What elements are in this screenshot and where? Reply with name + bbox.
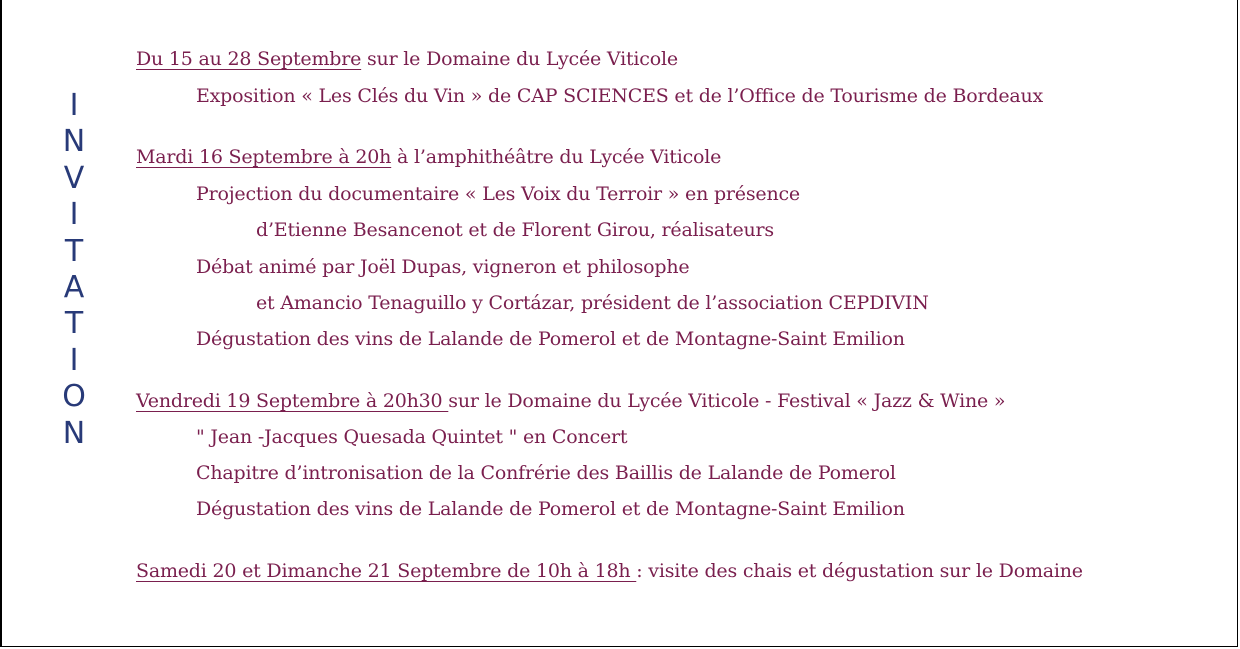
invitation-vertical-title [52,88,96,452]
event-detail: " Jean -Jacques Quesada Quintet " en Concert [196,426,628,448]
title-letter: T [64,306,84,342]
title-letter: T [64,233,84,269]
event-heading-weekend [136,560,1083,582]
title-letter: O [62,379,86,415]
event-detail: d’Etienne Besancenot et de Florent Girou, réalisateurs [256,219,774,241]
event-detail: Chapitre d’intronisation de la Confrérie des Baillis de Lalande de Pomerol [196,462,896,484]
title-letter: I [69,342,79,378]
event-venue: : visite des chais et dégustation sur le Domaine [636,560,1083,582]
title-letter: A [63,269,85,305]
event-detail: Dégustation des vins de Lalande de Pomerol et de Montagne-Saint Emilion [196,498,905,520]
title-letter: N [62,415,86,451]
title-letter: N [62,124,86,160]
event-venue: sur le Domaine du Lycée Viticole - Festival « Jazz & Wine » [448,390,1006,412]
event-detail: Débat animé par Joël Dupas, vigneron et philosophe [196,256,690,278]
event-detail: Projection du documentaire « Les Voix du Terroir » en présence [196,183,800,205]
event-date: Du 15 au 28 Septembre [136,48,362,70]
event-heading-expo [136,48,678,70]
event-detail: Dégustation des vins de Lalande de Pomerol et de Montagne-Saint Emilion [196,328,905,350]
title-letter: I [69,88,79,123]
event-detail: et Amancio Tenaguillo y Cortázar, président de l’association CEPDIVIN [256,292,929,314]
event-detail: Exposition « Les Clés du Vin » de CAP SCIENCES et de l’Office de Tourisme de Bordeaux [196,85,1044,107]
event-heading-mardi [136,146,721,168]
event-date: Samedi 20 et Dimanche 21 Septembre de 10h à 18h [136,560,637,582]
event-heading-vendredi [136,390,1005,412]
event-date: Mardi 16 Septembre à 20h [136,146,392,168]
event-venue: à l’amphithéâtre du Lycée Viticole [391,146,722,168]
title-letter: I [69,197,79,233]
title-letter: V [63,160,85,196]
event-date: Vendredi 19 Septembre à 20h30 [136,390,449,412]
event-venue: sur le Domaine du Lycée Viticole [361,48,678,70]
